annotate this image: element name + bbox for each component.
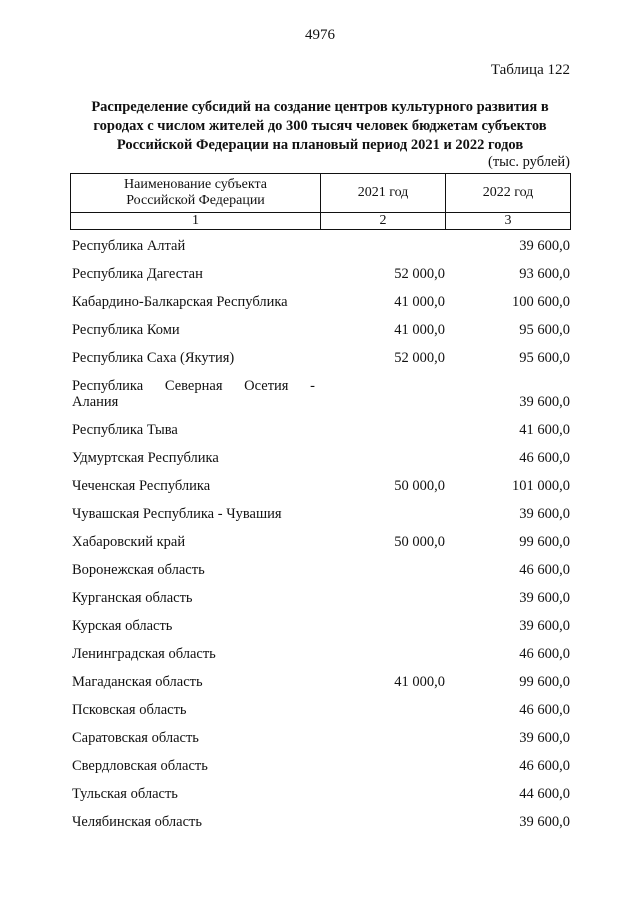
table-row (72, 752, 570, 780)
column-number: 2 (321, 213, 446, 230)
value-2022: 46 600,0 (519, 758, 570, 774)
subject-name: Республика Саха (Якутия) (72, 350, 235, 366)
value-2022: 44 600,0 (519, 786, 570, 802)
value-2022: 46 600,0 (519, 702, 570, 718)
table-row (72, 808, 570, 836)
subject-name: Псковская область (72, 702, 187, 718)
table-row (72, 444, 570, 472)
subject-name-line2: Алания (72, 394, 119, 410)
table-label: Таблица 122 (490, 62, 570, 78)
units-label: (тыс. рублей) (488, 154, 570, 170)
value-2021: 41 000,0 (394, 674, 445, 690)
value-2022: 39 600,0 (519, 238, 570, 254)
subject-name: Хабаровский край (72, 534, 186, 550)
value-2022: 41 600,0 (519, 422, 570, 438)
column-header-subject (71, 174, 321, 213)
subject-name: Республика Дагестан (72, 266, 203, 282)
subject-name-line1: Республика Северная Осетия - (72, 378, 315, 394)
value-2022: 95 600,0 (519, 350, 570, 366)
value-2022: 39 600,0 (519, 814, 570, 830)
title-line: Распределение субсидий на создание центров культурного развития в (91, 99, 549, 115)
subject-name: Курская область (72, 618, 173, 634)
subject-name: Удмуртская Республика (72, 450, 219, 466)
table-row (72, 556, 570, 584)
value-2022: 101 000,0 (512, 478, 570, 494)
subject-name: Магаданская область (72, 674, 203, 690)
value-2022: 46 600,0 (519, 562, 570, 578)
table-row (72, 316, 570, 344)
subject-name: Республика Коми (72, 322, 180, 338)
subject-name: Тульская область (72, 786, 178, 802)
table-row (72, 260, 570, 288)
value-2022: 39 600,0 (519, 506, 570, 522)
table-row (72, 372, 570, 416)
value-2021: 50 000,0 (394, 478, 445, 494)
subject-name (72, 378, 315, 410)
table-row (72, 472, 570, 500)
value-2022: 95 600,0 (519, 322, 570, 338)
value-2022: 99 600,0 (519, 534, 570, 550)
table-row (72, 780, 570, 808)
value-2021: 50 000,0 (394, 534, 445, 550)
value-2021: 41 000,0 (394, 294, 445, 310)
subject-name: Ленинградская область (72, 646, 216, 662)
value-2022: 93 600,0 (519, 266, 570, 282)
value-2022: 46 600,0 (519, 646, 570, 662)
table-row (72, 696, 570, 724)
column-header-2022: 2022 год (446, 174, 571, 213)
document-title (70, 98, 570, 155)
column-header-line: Наименование субъекта (124, 177, 267, 192)
subject-name: Республика Тыва (72, 422, 178, 438)
subject-name: Чеченская Республика (72, 478, 211, 494)
value-2021: 52 000,0 (394, 266, 445, 282)
title-line: Российской Федерации на плановый период 2021 и 2022 годов (116, 137, 524, 153)
table-row (72, 500, 570, 528)
table-row (72, 528, 570, 556)
value-2021: 52 000,0 (394, 350, 445, 366)
subject-name: Кабардино-Балкарская Республика (72, 294, 288, 310)
value-2022: 99 600,0 (519, 674, 570, 690)
value-2022: 39 600,0 (519, 590, 570, 606)
value-2022: 100 600,0 (512, 294, 570, 310)
table-row (72, 668, 570, 696)
column-number: 1 (71, 213, 321, 230)
table-row (72, 416, 570, 444)
value-2022: 39 600,0 (519, 394, 570, 410)
page-number: 4976 (305, 27, 335, 43)
subject-name: Воронежская область (72, 562, 205, 578)
table-row (72, 584, 570, 612)
subject-name: Челябинская область (72, 814, 202, 830)
subject-name: Республика Алтай (72, 238, 186, 254)
table-row (72, 612, 570, 640)
value-2022: 39 600,0 (519, 730, 570, 746)
value-2022: 39 600,0 (519, 618, 570, 634)
title-line: городах с числом жителей до 300 тысяч человек бюджетам субъектов (93, 118, 547, 134)
column-number-row (71, 213, 571, 230)
table-row (72, 640, 570, 668)
table-row (72, 232, 570, 260)
subject-name: Курганская область (72, 590, 193, 606)
table-row (72, 724, 570, 752)
value-2021: 41 000,0 (394, 322, 445, 338)
subject-name: Саратовская область (72, 730, 199, 746)
value-2022: 46 600,0 (519, 450, 570, 466)
subject-name: Свердловская область (72, 758, 208, 774)
column-number: 3 (446, 213, 571, 230)
table-row (72, 344, 570, 372)
column-header-2021: 2021 год (321, 174, 446, 213)
table-row (72, 288, 570, 316)
table-body (72, 232, 570, 836)
header-row (71, 174, 571, 213)
table-header (70, 173, 571, 230)
column-header-line: Российской Федерации (126, 193, 265, 208)
subject-name: Чувашская Республика - Чувашия (72, 506, 282, 522)
